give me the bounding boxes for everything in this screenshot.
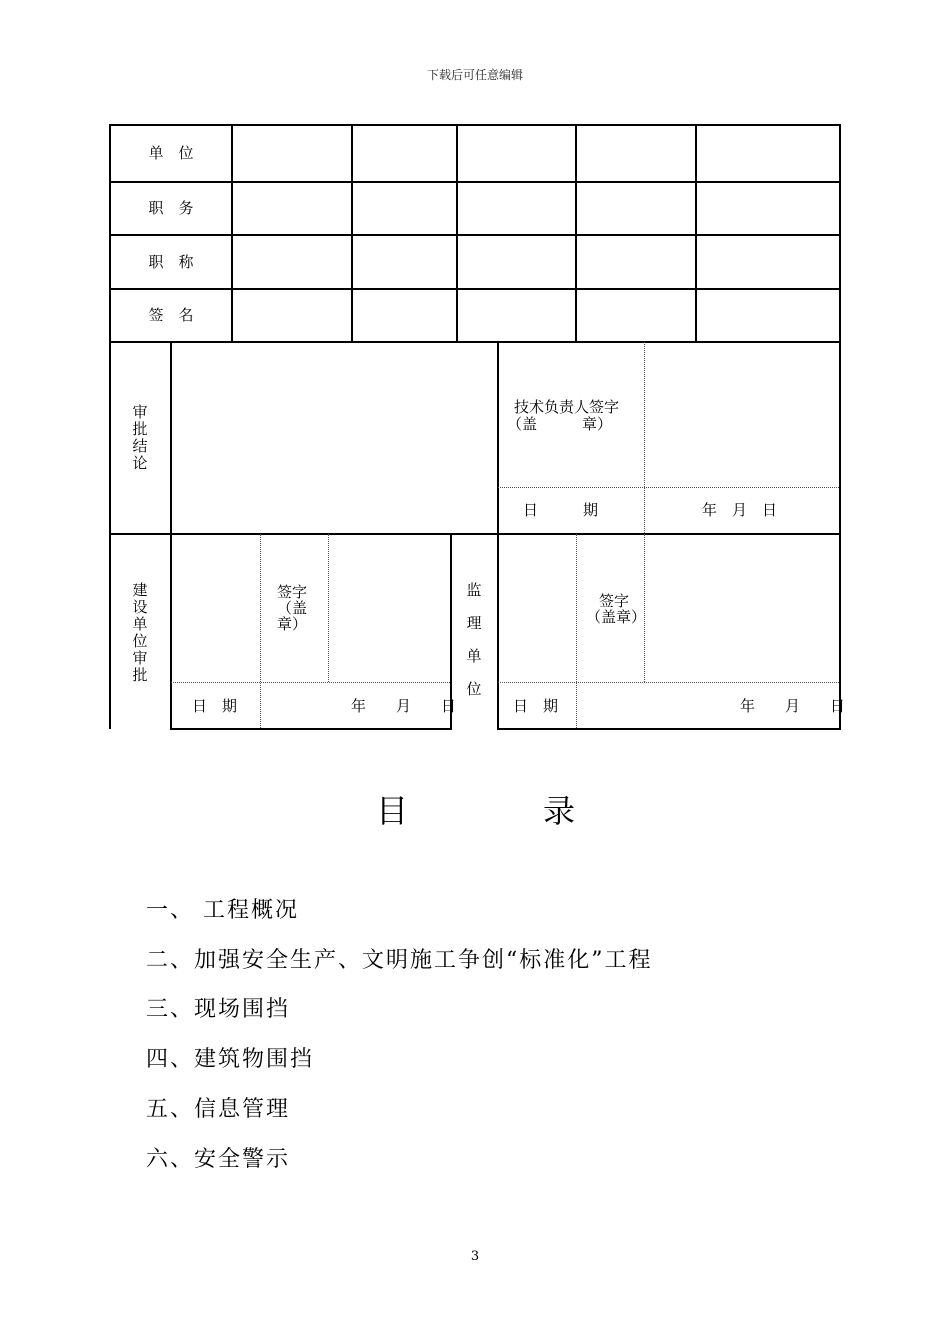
build-unit-date-value: 年 月 日	[351, 697, 457, 715]
toc-item[interactable]: 六、安全警示	[146, 1147, 291, 1172]
supervision-unit-date-value: 年 月 日	[740, 697, 846, 715]
table-dotted-line	[644, 342, 645, 533]
table-line	[109, 181, 841, 183]
toc-title-right: 录	[543, 792, 576, 830]
page-number: 3	[470, 1249, 480, 1264]
table-dotted-line	[260, 534, 261, 728]
table-line	[109, 288, 841, 290]
table-line	[109, 124, 841, 126]
table-line	[170, 341, 172, 730]
build-unit-date-label: 日 期	[192, 697, 238, 715]
toc-item[interactable]: 五、信息管理	[146, 1097, 291, 1122]
row-label-signature: 签 名	[148, 306, 194, 324]
table-line	[170, 728, 451, 730]
table-dotted-line	[576, 534, 577, 728]
approval-date-label: 日 期	[523, 501, 599, 519]
table-line	[231, 124, 233, 342]
approval-conclusion-label: 审批结论	[132, 403, 148, 472]
header-note: 下载后可任意编辑	[426, 68, 523, 82]
tech-lead-seal-label: （盖 章）	[507, 415, 613, 433]
row-label-title: 职 称	[148, 253, 194, 271]
table-line	[497, 728, 841, 730]
table-line	[497, 533, 499, 730]
toc-item[interactable]: 四、建筑物围挡	[146, 1047, 315, 1072]
table-line	[109, 234, 841, 236]
approval-date-value: 年 月 日	[702, 501, 778, 519]
table-line	[351, 124, 353, 342]
supervision-unit-date-label: 日 期	[513, 697, 559, 715]
toc-item[interactable]: 二、加强安全生产、文明施工争创“标准化”工程	[146, 948, 653, 973]
table-dotted-line	[498, 487, 839, 488]
table-line	[456, 124, 458, 342]
tech-lead-signature-label: 技术负责人签字	[514, 398, 620, 416]
toc-title-left: 目	[376, 792, 409, 830]
table-line	[695, 124, 697, 342]
supervision-unit-signature-label: 签字（盖章）	[586, 592, 647, 626]
table-line	[575, 124, 577, 342]
table-dotted-line	[498, 682, 839, 683]
table-line	[109, 341, 841, 343]
build-unit-approval-label: 建设单位审批	[132, 581, 148, 684]
table-line	[497, 341, 499, 534]
row-label-unit: 单 位	[148, 144, 194, 162]
table-dotted-line	[328, 534, 329, 682]
table-line	[839, 124, 841, 730]
table-line	[109, 533, 841, 535]
row-label-duty: 职 务	[148, 199, 194, 217]
build-unit-signature-label: 签字（盖章）	[277, 583, 308, 633]
supervision-unit-label: 监理单位	[466, 581, 482, 698]
toc-item[interactable]: 三、现场围挡	[146, 997, 291, 1022]
table-dotted-line	[171, 682, 450, 683]
toc-item[interactable]: 一、 工程概况	[146, 898, 299, 923]
